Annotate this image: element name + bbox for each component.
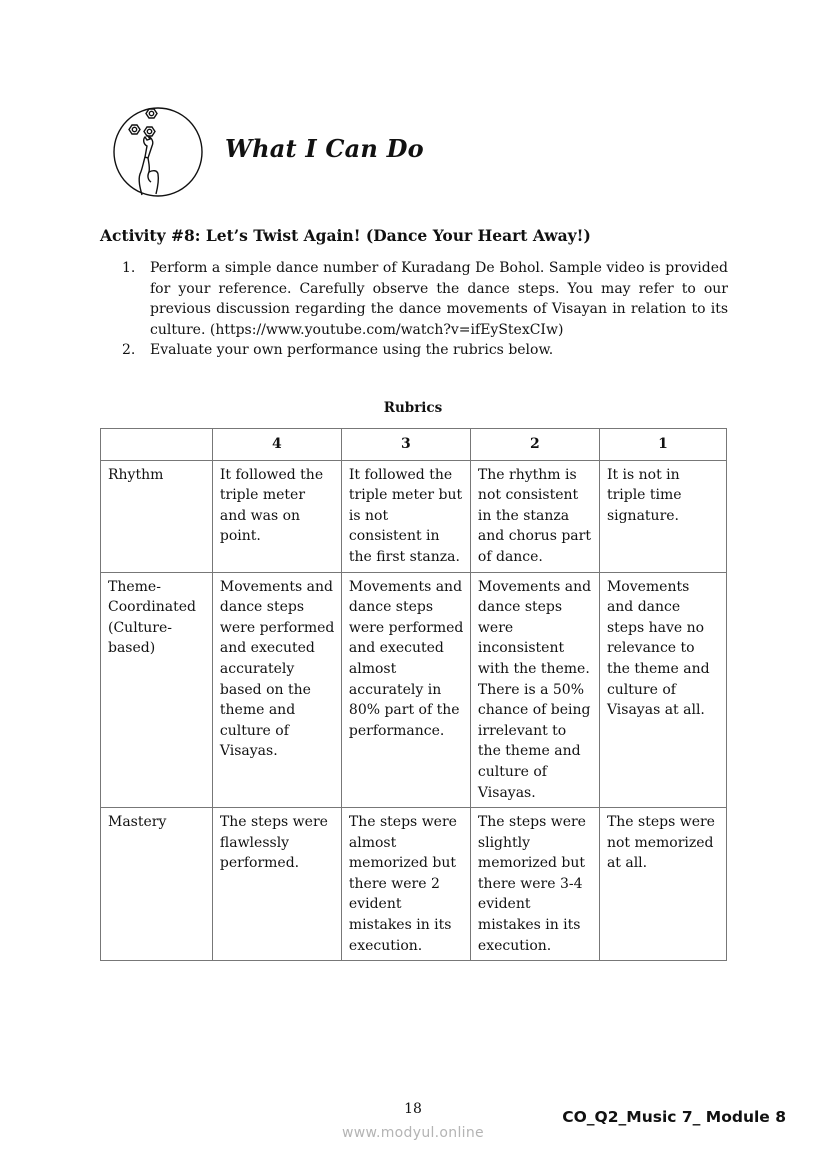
activity-title: Activity #8: Let’s Twist Again! (Dance Your Heart Away!) (100, 226, 591, 245)
rubric-cell: Movements and dance steps were inconsistent with the theme. There is a 50% chance of being irrelevant to the theme and culture of Visayas. (470, 572, 599, 808)
instruction-list (122, 258, 728, 361)
table-row (101, 460, 727, 572)
header-cell-score-1: 1 (599, 429, 726, 461)
page-number: 18 (404, 1101, 422, 1117)
criterion-cell: Mastery (101, 808, 213, 961)
table-header-row (101, 429, 727, 461)
rubric-cell: The steps were almost memorized but there were 2 evident mistakes in its execution. (341, 808, 470, 961)
rubric-cell: It followed the triple meter and was on point. (212, 460, 341, 572)
instruction-number: 1. (122, 260, 136, 276)
rubric-cell: It is not in triple time signature. (599, 460, 726, 572)
hand-with-wrench-icon (112, 106, 204, 198)
watermark: www.modyul.online (342, 1125, 484, 1141)
header-cell-score-3: 3 (341, 429, 470, 461)
header-cell-criterion (101, 429, 213, 461)
instruction-item (122, 258, 728, 340)
criterion-cell: Theme-Coordinated (Culture-based) (101, 572, 213, 808)
rubric-cell: Movements and dance steps were performed and executed almost accurately in 80% part of the performance. (341, 572, 470, 808)
rubric-cell: It followed the triple meter but is not consistent in the first stanza. (341, 460, 470, 572)
instruction-item (122, 340, 728, 361)
criterion-cell: Rhythm (101, 460, 213, 572)
rubric-cell: The rhythm is not consistent in the stanza and chorus part of dance. (470, 460, 599, 572)
header-cell-score-4: 4 (212, 429, 341, 461)
rubric-cell: The steps were flawlessly performed. (212, 808, 341, 961)
instruction-number: 2. (122, 342, 136, 359)
rubric-cell: Movements and dance steps were performed and executed accurately based on the theme and culture of Visayas. (212, 572, 341, 808)
header-cell-score-2: 2 (470, 429, 599, 461)
table-row (101, 808, 727, 961)
rubric-cell: The steps were slightly memorized but there were 3-4 evident mistakes in its execution. (470, 808, 599, 961)
module-code: CO_Q2_Music 7_ Module 8 (562, 1108, 786, 1126)
rubric-table (100, 428, 727, 961)
instruction-text: Evaluate your own performance using the rubrics below. (150, 342, 554, 359)
table-row (101, 572, 727, 808)
section-title: What I Can Do (225, 134, 424, 163)
rubric-cell: The steps were not memorized at all. (599, 808, 726, 961)
rubrics-caption: Rubrics (383, 400, 443, 416)
instruction-text: Perform a simple dance number of Kuradang De Bohol. Sample video is provided for your reference. Carefully observe the dance steps. You may refer to our previous discussion regarding the dance movements of Visayan in relation to its culture. (https://www.youtube.com/watch?v=ifEyStexCIw) (150, 260, 728, 338)
rubric-cell: Movements and dance steps have no relevance to the theme and culture of Visayas at all. (599, 572, 726, 808)
